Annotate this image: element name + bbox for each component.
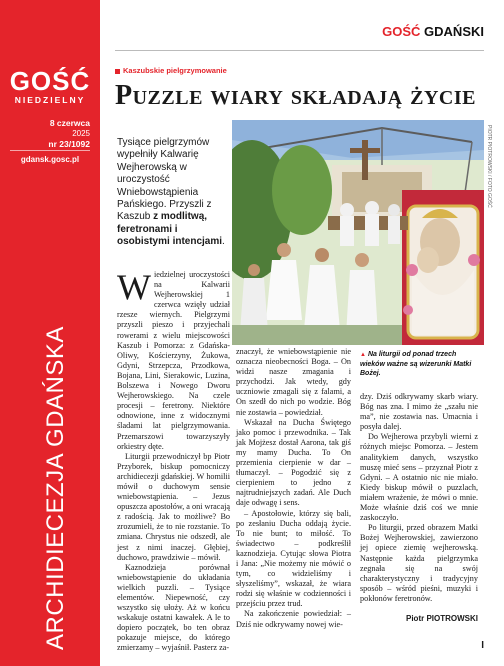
body-column-3 [360, 392, 478, 604]
issue-info [48, 118, 90, 150]
issue-date: 8 czerwca [49, 118, 90, 128]
paragraph: Wskazał na Ducha Świętego jako pomoc i przewodnika. – Tak jak Mojżesz dostał Aarona, tak giś my mamy Ducha. To On przemienia cierpienie w dar – tłumaczył. – Pogodzić się z cierpieniem to jedno z najtrudniejszych zadań. Ale Duch daje odwagę i sens. [236, 417, 351, 508]
logo-main: GOŚĆ [9, 66, 91, 96]
body-column-1 [117, 267, 230, 654]
body-column-2 [236, 347, 351, 630]
paragraph: dzy. Dziś odkrywamy skarb wiary. Bóg nas zna. I mimo że „szału nie ma”, nie zostawia nas. Umacnia i posyła dalej. [360, 392, 478, 432]
article-photo [232, 120, 484, 345]
paragraph: Na zakończenie powiedział: – Dziś nie odkrywamy nowej wie- [236, 609, 351, 629]
logo-sub: NIEDZIELNY [14, 95, 86, 105]
paragraph: Kaznodzieja porównał wniebowstąpienie do układania wielkich puzzli. – Tysiące elementów. Niepewność, czy wszystko się ułoży. Aż w końcu wskakuje ostatni kawałek. A le to dopiero początek, bo ten obraz pokazuje miejsce, do którego zmierzamy – wyjaśnił. Pasterz za- [117, 562, 230, 653]
sidebar-masthead [0, 0, 100, 666]
brand-name: GOŚĆ [382, 24, 421, 39]
lead-bold: z modlitwą, feretronami i osobistymi intencjami [117, 211, 223, 248]
photo-credit: PIOTR PIOTROWSKI / FOTO GOŚĆ [486, 125, 492, 208]
lead-text: Tysiące pielgrzymów wypełniły Kalwarię Wejherowską w uroczystość Wniebowstąpienia Pańskiego. Przyszli z Kaszub [117, 137, 212, 223]
paragraph [117, 267, 230, 452]
sidebar-divider [10, 150, 90, 151]
issue-number: nr 23/1092 [48, 139, 90, 149]
photo-caption: ▲ Na liturgii od ponad trzech wieków ważne są wizerunki Matki Bożej. [360, 350, 480, 378]
paragraph: Po liturgii, przed obrazem Matki Bożej Wejherowskiej, zawierzono jej opiece ziemię wejherowską. Następnie każda pielgrzymka zegnała się na swój charakterystyczny i tradycyjny sposób – wśród pieśni, muzyki i pokłonów feretronów. [360, 523, 478, 603]
brand-region: GDAŃSKI [424, 24, 484, 39]
paragraph: Do Wejherowa przybyli wierni z różnych miejsc Pomorza. – Jestem analitykiem danych, wszystko muszę mieć sens – przyznał Piotr z Gdyni. – A ostatnio nic nie miało. Kiedy biskup mówił o puzzlach, miałem wrażenie, że mówi o mnie. Może właśnie dziś coś we mnie zaskoczyło. [360, 432, 478, 523]
paragraph: znaczył, że wniebowstąpienie nie oznacza nieobecności Boga. – On widzi nasze zmagania i przychodzi. Jak wtedy, gdy uczniowie zmagali się z falami, a On szedł do nich po wodzie. Bóg nie zostawia – powiedział. [236, 347, 351, 417]
issue-year: 2025 [72, 129, 90, 138]
paragraph: – Apostołowie, którzy się bali, po zesłaniu Ducha oddają życie. To nie bunt; to miłość. To świadectwo – podkreślił kaznodzieja. Cytując słowa Piotra i Jana: „Nie możemy nie mówić o tym, co widzieliśmy i słyszeliśmy”, wskazał, że wiara rodzi się właśnie w codzienności i przejściu przez trud. [236, 508, 351, 609]
drop-cap: W [117, 267, 151, 307]
site-link[interactable]: gdansk.gosc.pl [20, 155, 80, 164]
lead-end: . [222, 236, 225, 248]
lead-paragraph [117, 137, 229, 249]
paragraph: Liturgii przewodniczył bp Piotr Przyborek, biskup pomocniczy archidiecezji gdańskiej. W homilii mówił o duchowym sensie wniebowstąpienia. – Jezus opuszcza apostołów, a oni wracają z radością. Jak to możliwe? Bo zrozumieli, że to nie rozstanie. To zmiana. Chrystus nie odszedł, ale jest z nimi inaczej. Głębiej, duchowo, prawdziwie – mówił. [117, 451, 230, 562]
page-number: I [481, 640, 484, 651]
author-byline: Piotr PIOTROWSKI [406, 614, 478, 623]
header-divider [115, 50, 484, 51]
brand-header [382, 24, 484, 39]
vertical-diocese-title: ARCHIDIECEZJA GDAŃSKA [42, 326, 69, 650]
pilgrimage-photo-illustration [232, 120, 484, 345]
headline: Puzzle wiary składają życie [115, 80, 476, 111]
section-label: Kaszubskie pielgrzymowanie [115, 66, 227, 75]
gosc-logo [0, 68, 100, 105]
paragraph-text: iedzielnej uroczystości na Kalwarii Wejherowskiej 1 czerwca wzięły udział rzesze wiernych. Pielgrzymi przyszli pieszo i przyjechali rowerami z wielu miejscowości Kaszub i Pomorza: z Gdańska-Oliwy, Kościerzyny, Żukowa, Gdyni, Strzepcza, Przodkowa, Bojana, Lini, Sierakowic, Luzina, Bolszewa i Nowego Dworu Wejherowskiego. Na czele procesji – feretrony. Niektóre odnowione, inne z widocznymi śladami lat pielgrzymowania. Przemarszowi towarzyszyły orkiestry dęte. [117, 270, 230, 451]
